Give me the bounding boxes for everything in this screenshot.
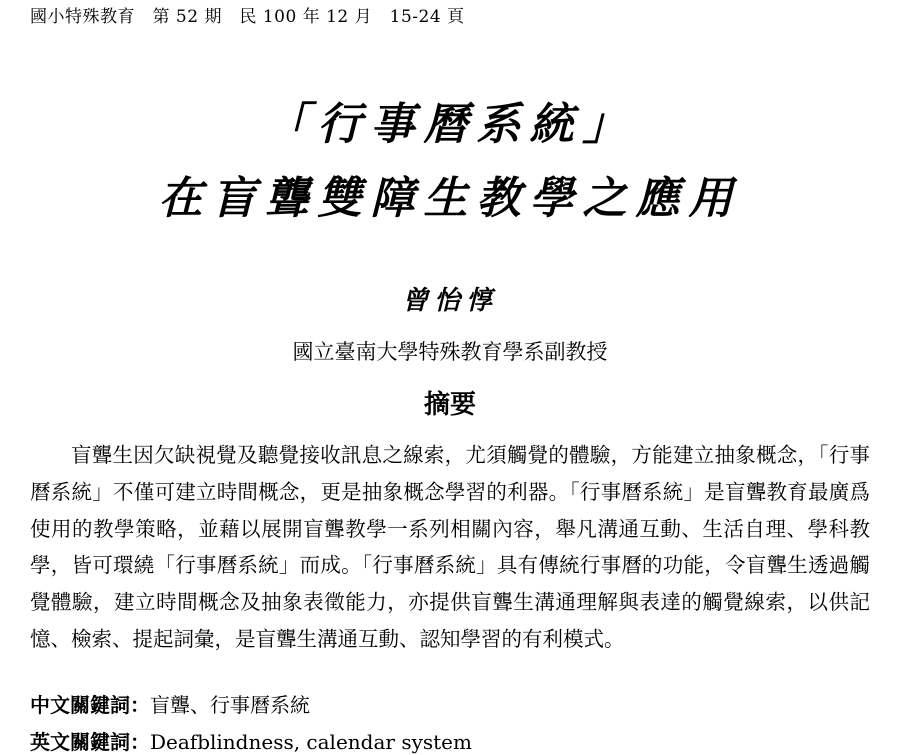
journal-header: 國小特殊教育 第 52 期 民 100 年 12 月 15-24 頁	[30, 7, 465, 27]
keywords-chinese-value: 盲聾、行事曆系統	[150, 693, 310, 717]
keywords-english	[30, 726, 472, 755]
abstract-heading: 摘要	[423, 390, 476, 420]
paper-title-line-1: 「行事曆系統」	[264, 99, 636, 150]
keywords-chinese	[30, 689, 310, 718]
keywords-english-value: Deafblindness, calendar system	[150, 730, 472, 754]
author-name: 曾怡惇	[401, 286, 498, 316]
author-affiliation: 國立臺南大學特殊教育學系副教授	[292, 340, 608, 364]
abstract-body: 盲聾生因欠缺視覺及聽覺接收訊息之線索，尤須觸覺的體驗，方能建立抽象概念，「行事曆系統」不僅可建立時間概念，更是抽象概念學習的利器。「行事曆系統」是盲聾教育最廣爲使用的教學策略，並藉以展開盲聾教學一系列相關內容，舉凡溝通互動、生活自理、學科教學，皆可環繞「行事曆系統」而成。「行事曆系統」具有傳統行事曆的功能，令盲聾生透過觸覺體驗，建立時間概念及抽象表徵能力，亦提供盲聾生溝通理解與表達的觸覺線索，以供記憶、檢索、提起詞彙，是盲聾生溝通互動、認知學習的有利模式。	[30, 443, 870, 651]
paper-title-line-2: 在盲聾雙障生教學之應用	[158, 173, 742, 224]
keywords-english-label: 英文關鍵詞：	[30, 730, 150, 754]
keywords-chinese-label: 中文關鍵詞：	[30, 693, 150, 717]
